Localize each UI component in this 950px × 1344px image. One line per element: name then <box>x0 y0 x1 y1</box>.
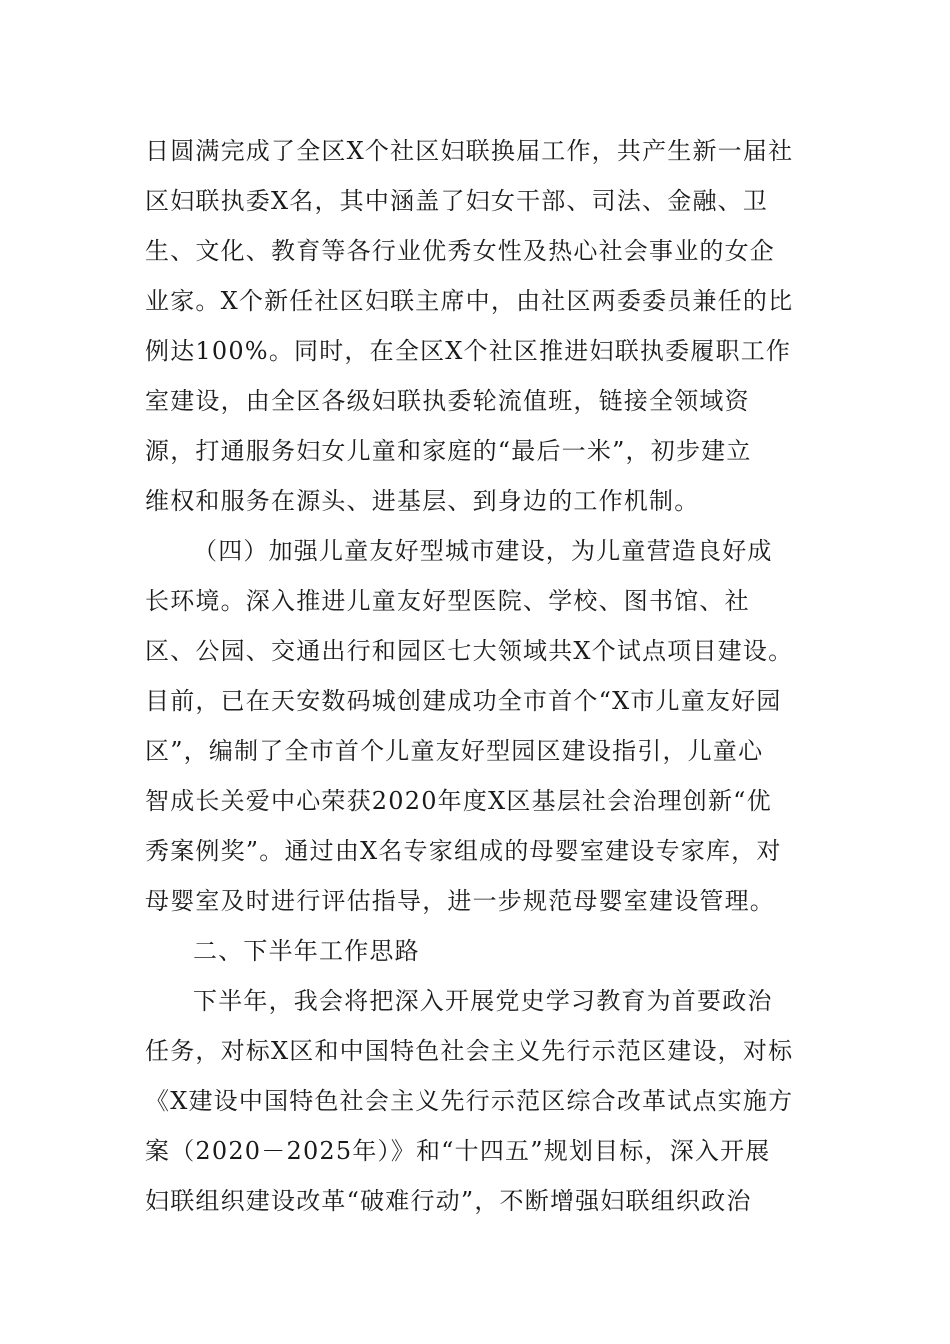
body-line: 母婴室及时进行评估指导，进一步规范母婴室建设管理。 <box>145 887 775 915</box>
body-line: 任务，对标X区和中国特色社会主义先行示范区建设，对标 <box>145 1037 794 1065</box>
body-line: 案（2020－2025年）》和“十四五”规划目标，深入开展 <box>145 1137 771 1165</box>
body-line: 室建设，由全区各级妇联执委轮流值班，链接全领域资 <box>145 387 750 415</box>
body-line: 妇联组织建设改革“破难行动”，不断增强妇联组织政治 <box>145 1187 752 1215</box>
body-line: 下半年，我会将把深入开展党史学习教育为首要政治 <box>193 987 773 1015</box>
section-heading: （四）加强儿童友好型城市建设，为儿童营造良好成 <box>193 537 773 565</box>
body-line: 生、文化、教育等各行业优秀女性及热心社会事业的女企 <box>145 237 775 265</box>
body-line: 区”，编制了全市首个儿童友好型园区建设指引，儿童心 <box>145 737 764 765</box>
body-line: 区、公园、交通出行和园区七大领域共X个试点项目建设。 <box>145 637 794 665</box>
body-line: 日圆满完成了全区X个社区妇联换届工作，共产生新一届社 <box>145 137 794 165</box>
body-line: 源，打通服务妇女儿童和家庭的“最后一米”，初步建立 <box>145 437 752 465</box>
body-line: 例达100%。同时，在全区X个社区推进妇联执委履职工作 <box>145 337 792 365</box>
body-line: 《X建设中国特色社会主义先行示范区综合改革试点实施方 <box>145 1087 794 1115</box>
body-line: 长环境。深入推进儿童友好型医院、学校、图书馆、社 <box>145 587 750 615</box>
section-heading: 二、下半年工作思路 <box>193 937 420 965</box>
body-line: 智成长关爱中心荣获2020年度X区基层社会治理创新“优 <box>145 787 772 815</box>
body-line: 维权和服务在源头、进基层、到身边的工作机制。 <box>145 487 700 515</box>
body-line: 目前，已在天安数码城创建成功全市首个“X市儿童友好园 <box>145 687 782 715</box>
body-line: 区妇联执委X名，其中涵盖了妇女干部、司法、金融、卫 <box>145 187 769 215</box>
document-body <box>145 126 807 1226</box>
body-line: 秀案例奖”。通过由X名专家组成的母婴室建设专家库，对 <box>145 837 782 865</box>
body-line: 业家。X个新任社区妇联主席中，由社区两委委员兼任的比 <box>145 287 794 315</box>
